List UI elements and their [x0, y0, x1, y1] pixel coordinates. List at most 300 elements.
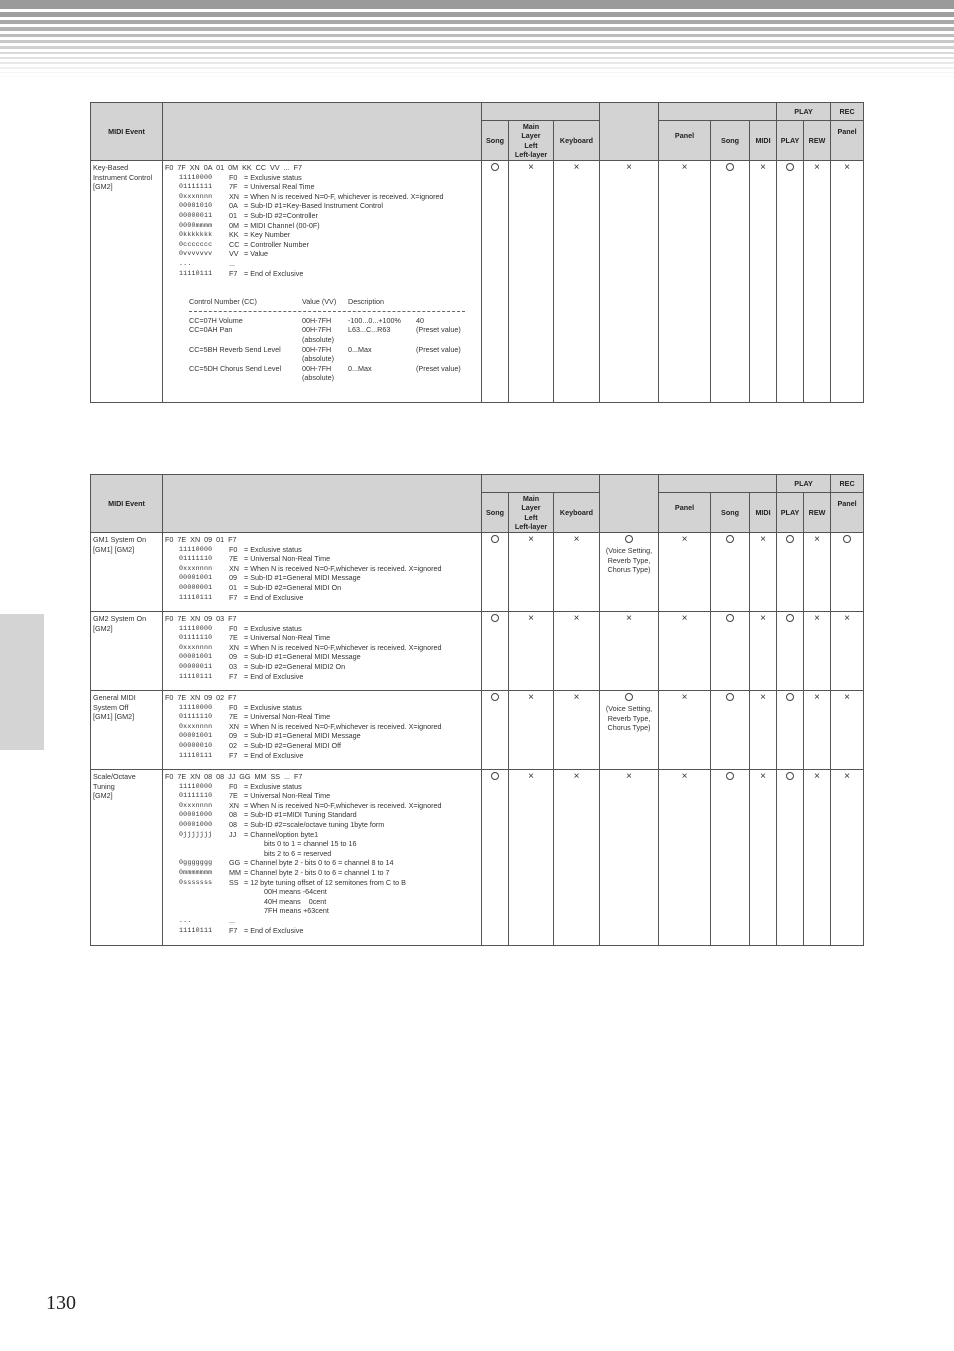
cc-cell: (Preset value)	[416, 325, 461, 335]
message-line	[165, 221, 481, 231]
support-mark-cell	[777, 161, 804, 403]
cc-header-cell	[416, 297, 466, 307]
message-line	[165, 230, 481, 240]
message-line	[165, 916, 481, 926]
message-line	[165, 722, 481, 732]
message-desc: = Sub-ID #1=Key-Based Instrument Control	[244, 201, 384, 211]
message-bits: 0000mmmm	[179, 221, 213, 229]
message-hex: F7	[229, 268, 238, 278]
message-header: F0 7E XN 09 03 F7	[165, 614, 237, 623]
message-desc: = MIDI Channel (00-0F)	[244, 220, 320, 230]
cc-cell: 00H-7FH	[302, 344, 332, 354]
message-bits: ...	[179, 259, 192, 267]
message-bits: 11110111	[179, 269, 213, 277]
circle-icon	[491, 163, 499, 171]
support-mark-cell	[509, 770, 554, 946]
support-mark-cell	[777, 533, 804, 612]
message-desc: = Universal Non-Real Time	[244, 712, 331, 722]
support-mark-cell	[600, 691, 659, 770]
cross-icon: ×	[681, 771, 688, 782]
cc-cell: CC=5BH Reverb Send Level	[189, 344, 281, 354]
mark-note: Chorus Type)	[607, 565, 651, 575]
main-layer-label: Left-layer	[514, 521, 548, 531]
cc-cell: 0...Max	[348, 363, 372, 373]
message-format	[163, 161, 482, 403]
col-message	[163, 103, 482, 161]
message-hex: CC	[229, 239, 240, 249]
circle-icon	[491, 772, 499, 780]
circle-icon	[786, 614, 794, 622]
cc-cell	[189, 354, 302, 364]
message-line	[165, 564, 481, 574]
cross-icon: ×	[528, 162, 534, 173]
support-mark-cell	[711, 770, 750, 946]
cross-icon: ×	[814, 692, 820, 703]
support-mark-cell	[711, 612, 750, 691]
message-bits: 0xxxnnnn	[179, 192, 213, 200]
message-desc: = End of Exclusive	[244, 925, 304, 935]
message-desc: = Exclusive status	[244, 702, 302, 712]
circle-icon	[786, 163, 794, 171]
cross-icon: ×	[681, 613, 688, 624]
message-desc: = Exclusive status	[244, 781, 302, 791]
group-reception	[482, 103, 600, 121]
support-mark-cell	[554, 533, 600, 612]
message-bits: ...	[179, 916, 192, 924]
message-desc: = Controller Number	[244, 239, 309, 249]
support-mark-cell	[777, 770, 804, 946]
cc-header-cell: Control Number (CC)	[189, 297, 257, 307]
cc-header-cell: Description	[348, 297, 384, 307]
cc-cell: (Preset value)	[416, 344, 461, 354]
message-desc: = Universal Non-Real Time	[244, 791, 331, 801]
support-mark-cell	[482, 770, 509, 946]
main-layer-label: Left-layer	[514, 149, 548, 159]
message-desc: = Sub-ID #1=MIDI Tuning Standard	[244, 810, 357, 820]
header-stripe	[0, 27, 954, 31]
cc-cell	[189, 373, 302, 383]
support-mark-cell	[777, 691, 804, 770]
message-bits	[165, 849, 229, 859]
message-desc	[244, 916, 481, 926]
circle-icon	[491, 693, 499, 701]
message-bits: 00001010	[179, 202, 213, 210]
message-hex: F0	[229, 702, 238, 712]
message-line	[165, 211, 481, 221]
message-line	[165, 573, 481, 583]
circle-icon	[625, 693, 633, 701]
support-mark-cell	[509, 161, 554, 403]
col-rec-group: REC	[831, 103, 864, 121]
message-hex: XN	[229, 800, 239, 810]
cross-icon: ×	[844, 613, 850, 624]
message-line	[165, 662, 481, 672]
message-hex: ...	[229, 915, 235, 925]
message-hex: 7E	[229, 791, 238, 801]
message-hex: F7	[229, 592, 238, 602]
message-format	[163, 533, 482, 612]
mark-note: Chorus Type)	[607, 723, 651, 733]
message-desc: = Sub-ID #2=Controller	[244, 210, 318, 220]
control-number-table	[189, 297, 481, 383]
message-hex: 01	[229, 210, 237, 220]
message-line	[165, 731, 481, 741]
col-play-group: PLAY	[777, 103, 831, 121]
cross-icon: ×	[681, 534, 688, 545]
message-format	[163, 691, 482, 770]
header-stripe	[0, 0, 954, 9]
message-bits: 01111110	[179, 634, 213, 642]
message-bits: 0jjjjjjj	[179, 830, 213, 838]
cc-cell: 0...Max	[348, 344, 372, 354]
cc-header-cell: Value (VV)	[302, 297, 337, 307]
message-line	[165, 782, 481, 792]
cross-icon: ×	[573, 692, 580, 703]
table-row	[91, 770, 864, 946]
circle-icon	[491, 614, 499, 622]
midi-event-name	[91, 533, 163, 612]
message-hex: XN	[229, 191, 239, 201]
message-bits: 0kkkkkkk	[179, 231, 213, 239]
message-bits: 00001000	[179, 820, 213, 828]
message-desc: = When N is received N=0-F, whichever is received. X=ignored	[244, 191, 444, 201]
message-desc: = Sub-ID #1=General MIDI Message	[244, 573, 361, 583]
cross-icon: ×	[844, 771, 850, 782]
cross-icon: ×	[573, 534, 580, 545]
message-bits: 11110000	[179, 545, 213, 553]
cross-icon: ×	[528, 692, 534, 703]
message-hex: VV	[229, 249, 239, 259]
message-desc: = End of Exclusive	[244, 671, 304, 681]
message-bits: 11110000	[179, 703, 213, 711]
cross-icon: ×	[814, 771, 820, 782]
cc-cell	[416, 335, 466, 345]
support-mark-cell	[554, 612, 600, 691]
message-line	[165, 791, 481, 801]
cc-row	[189, 354, 481, 364]
header-stripe	[0, 46, 954, 49]
cross-icon: ×	[626, 613, 632, 624]
circle-icon	[726, 535, 734, 543]
message-hex: MM	[229, 867, 241, 877]
message-hex: F0	[229, 623, 238, 633]
message-hex: F0	[229, 544, 238, 554]
message-hex	[229, 849, 244, 859]
header-stripe	[0, 40, 954, 43]
mark-note: Reverb Type,	[607, 713, 651, 723]
header-row-1	[91, 475, 864, 493]
message-line	[165, 801, 481, 811]
cc-cell: (absolute)	[302, 334, 334, 344]
message-line	[165, 249, 481, 259]
message-desc: = End of Exclusive	[244, 268, 304, 278]
message-bits: 01111110	[179, 792, 213, 800]
message-bits	[165, 887, 229, 897]
circle-icon	[786, 535, 794, 543]
cc-cell	[416, 373, 466, 383]
cc-divider	[189, 311, 465, 312]
cross-icon: ×	[814, 534, 820, 545]
support-mark-cell	[804, 770, 831, 946]
cc-row	[189, 364, 481, 374]
circle-icon	[843, 535, 851, 543]
message-line	[165, 192, 481, 202]
message-bits: 11110111	[179, 751, 213, 759]
col-rec-panel: Panel	[831, 121, 864, 161]
message-hex: SS	[229, 877, 239, 887]
support-mark-cell	[482, 161, 509, 403]
circle-icon	[726, 772, 734, 780]
message-hex: 01	[229, 582, 237, 592]
message-desc: = Channel/option byte1	[244, 829, 319, 839]
message-bits	[165, 906, 229, 916]
group-transmission	[659, 475, 777, 493]
support-mark-cell	[831, 612, 864, 691]
side-tab	[0, 614, 44, 750]
message-desc: = Exclusive status	[244, 544, 302, 554]
message-bits: 00001001	[179, 732, 213, 740]
header-stripe	[0, 34, 954, 37]
message-hex: F7	[229, 750, 238, 760]
message-format	[163, 770, 482, 946]
support-mark-cell	[750, 161, 777, 403]
message-line	[165, 545, 481, 555]
support-mark-cell	[750, 691, 777, 770]
message-line	[165, 240, 481, 250]
message-bits: 0vvvvvvv	[179, 250, 213, 258]
message-line	[165, 906, 481, 916]
message-desc: = Universal Non-Real Time	[244, 633, 331, 643]
col-rew: REW	[804, 121, 831, 161]
message-desc: = End of Exclusive	[244, 592, 304, 602]
col-midi: MIDI	[750, 121, 777, 161]
message-desc: = Sub-ID #2=scale/octave tuning 1byte form	[244, 819, 385, 829]
message-line	[165, 858, 481, 868]
message-hex: JJ	[229, 829, 237, 839]
message-line	[165, 878, 481, 888]
message-hex	[229, 906, 244, 916]
event-line: Tuning	[93, 781, 115, 791]
col-midi-event: MIDI Event	[91, 475, 163, 533]
cross-icon: ×	[681, 162, 688, 173]
group-reception	[482, 475, 600, 493]
message-bits: 11110000	[179, 624, 213, 632]
cc-cell: (absolute)	[302, 373, 334, 383]
message-bits: 0mmmmmmm	[179, 868, 213, 876]
col-play: PLAY	[777, 493, 804, 533]
support-mark-cell	[831, 770, 864, 946]
circle-icon	[726, 693, 734, 701]
main-layer-label: Layer	[521, 503, 541, 513]
message-hex: GG	[229, 858, 241, 868]
header-stripe	[0, 20, 954, 24]
message-desc: = Exclusive status	[244, 623, 302, 633]
message-line	[165, 633, 481, 643]
message-line	[165, 839, 481, 849]
support-mark-cell	[482, 533, 509, 612]
message-line	[165, 652, 481, 662]
message-hex: F7	[229, 671, 238, 681]
cc-cell	[348, 373, 416, 383]
message-desc: 40H means 0cent	[244, 896, 327, 906]
col-song: Song	[482, 121, 509, 161]
support-mark-cell	[831, 691, 864, 770]
message-hex: XN	[229, 563, 239, 573]
main-layer-label: Left	[524, 140, 538, 150]
message-bits: 11110111	[179, 593, 213, 601]
message-line	[165, 173, 481, 183]
message-line	[165, 810, 481, 820]
message-line	[165, 741, 481, 751]
cross-icon: ×	[626, 771, 632, 782]
message-hex	[229, 887, 244, 897]
message-line	[165, 868, 481, 878]
support-mark-cell	[659, 691, 711, 770]
cc-cell: 00H-7FH	[302, 325, 332, 335]
message-bits: 0xxxnnnn	[179, 643, 213, 651]
page-number: 130	[46, 1292, 76, 1314]
support-mark-cell	[600, 612, 659, 691]
cross-icon: ×	[573, 162, 580, 173]
col-blank	[600, 475, 659, 533]
message-bits: 0ccccccc	[179, 240, 213, 248]
message-bits: 11110000	[179, 173, 213, 181]
support-mark-cell	[804, 612, 831, 691]
message-hex	[229, 839, 244, 849]
message-hex: 03	[229, 661, 237, 671]
header-row-1	[91, 103, 864, 121]
message-line	[165, 593, 481, 603]
message-bits: 00001000	[179, 811, 213, 819]
support-mark-cell	[509, 533, 554, 612]
cc-row	[189, 345, 481, 355]
circle-icon	[625, 535, 633, 543]
col-message	[163, 475, 482, 533]
cc-cell	[189, 335, 302, 345]
support-mark-cell	[659, 533, 711, 612]
cross-icon: ×	[814, 613, 820, 624]
message-line	[165, 643, 481, 653]
cc-row	[189, 325, 481, 335]
message-line	[165, 554, 481, 564]
event-line: General MIDI	[93, 693, 136, 702]
support-mark-cell	[482, 612, 509, 691]
midi-event-name	[91, 770, 163, 946]
support-mark-cell	[554, 161, 600, 403]
message-hex: 09	[229, 731, 237, 741]
cc-row	[189, 316, 481, 326]
support-mark-cell	[509, 612, 554, 691]
message-line	[165, 703, 481, 713]
circle-icon	[726, 163, 734, 171]
col-song-2: Song	[711, 121, 750, 161]
cross-icon: ×	[528, 613, 534, 624]
message-hex: F7	[229, 925, 238, 935]
event-line: [GM1] [GM2]	[93, 544, 135, 554]
cc-cell	[416, 354, 466, 364]
message-bits: 0ggggggg	[179, 859, 213, 867]
midi-event-name	[91, 612, 163, 691]
message-hex: 7F	[229, 182, 238, 192]
event-line: Scale/Octave	[93, 772, 136, 781]
cc-cell: CC=5DH Chorus Send Level	[189, 363, 282, 373]
event-line: GM1 System On	[93, 535, 147, 544]
message-format	[163, 612, 482, 691]
col-rec-panel: Panel	[831, 493, 864, 533]
circle-icon	[726, 614, 734, 622]
message-bits: 01111110	[179, 713, 213, 721]
cc-row	[189, 373, 481, 383]
message-desc: = Key Number	[244, 230, 291, 240]
cross-icon: ×	[626, 162, 632, 173]
cross-icon: ×	[760, 162, 766, 173]
main-layer-label: Layer	[521, 131, 541, 141]
header-stripe	[0, 76, 954, 77]
event-line: Instrument Control	[93, 172, 153, 182]
message-hex: 09	[229, 573, 237, 583]
message-desc: = Channel byte 2 - bits 0 to 6 = channel 8 to 14	[244, 858, 394, 868]
message-hex: 08	[229, 819, 237, 829]
message-line	[165, 624, 481, 634]
mark-note: Reverb Type,	[607, 555, 651, 565]
cc-header	[189, 297, 481, 307]
message-bits: 11110000	[179, 782, 213, 790]
col-midi-event: MIDI Event	[91, 103, 163, 161]
col-blank	[600, 103, 659, 161]
message-line	[165, 201, 481, 211]
cross-icon: ×	[528, 534, 534, 545]
cross-icon: ×	[844, 162, 850, 173]
message-line	[165, 269, 481, 279]
message-desc: = Universal Real Time	[244, 182, 315, 192]
cc-cell: 40	[416, 315, 424, 325]
circle-icon	[786, 693, 794, 701]
message-desc: = When N is received N=0-F,whichever is received. X=ignored	[244, 721, 442, 731]
message-header: F0 7E XN 09 01 F7	[165, 535, 237, 544]
col-main-layer	[509, 493, 554, 533]
midi-event-name	[91, 691, 163, 770]
header-stripe	[0, 12, 954, 17]
message-bits: 0sssssss	[179, 878, 213, 886]
message-bits: 00001001	[179, 653, 213, 661]
col-rew: REW	[804, 493, 831, 533]
message-desc: = When N is received N=0-F,whichever is received. X=ignored	[244, 642, 442, 652]
col-panel: Panel	[659, 121, 711, 161]
message-bits: 0xxxnnnn	[179, 564, 213, 572]
support-mark-cell	[804, 533, 831, 612]
table-row	[91, 691, 864, 770]
message-desc: = Sub-ID #2=General MIDI On	[244, 582, 342, 592]
cross-icon: ×	[814, 162, 820, 173]
support-mark-cell	[804, 691, 831, 770]
message-bits	[165, 839, 229, 849]
message-line	[165, 887, 481, 897]
message-desc: = Exclusive status	[244, 172, 302, 182]
support-mark-cell	[711, 161, 750, 403]
cc-cell: -100...0...+100%	[348, 315, 401, 325]
message-bits: 0xxxnnnn	[179, 801, 213, 809]
cc-cell: CC=0AH Pan	[189, 325, 233, 335]
header-stripe	[0, 62, 954, 64]
message-desc: = End of Exclusive	[244, 750, 304, 760]
support-mark-cell	[750, 533, 777, 612]
mark-note: (Voice Setting,	[605, 704, 653, 713]
support-mark-cell	[600, 533, 659, 612]
header-stripes	[0, 0, 954, 80]
message-desc: = Value	[244, 249, 269, 259]
cc-cell: 00H-7FH	[302, 363, 332, 373]
col-keyboard: Keyboard	[554, 493, 600, 533]
